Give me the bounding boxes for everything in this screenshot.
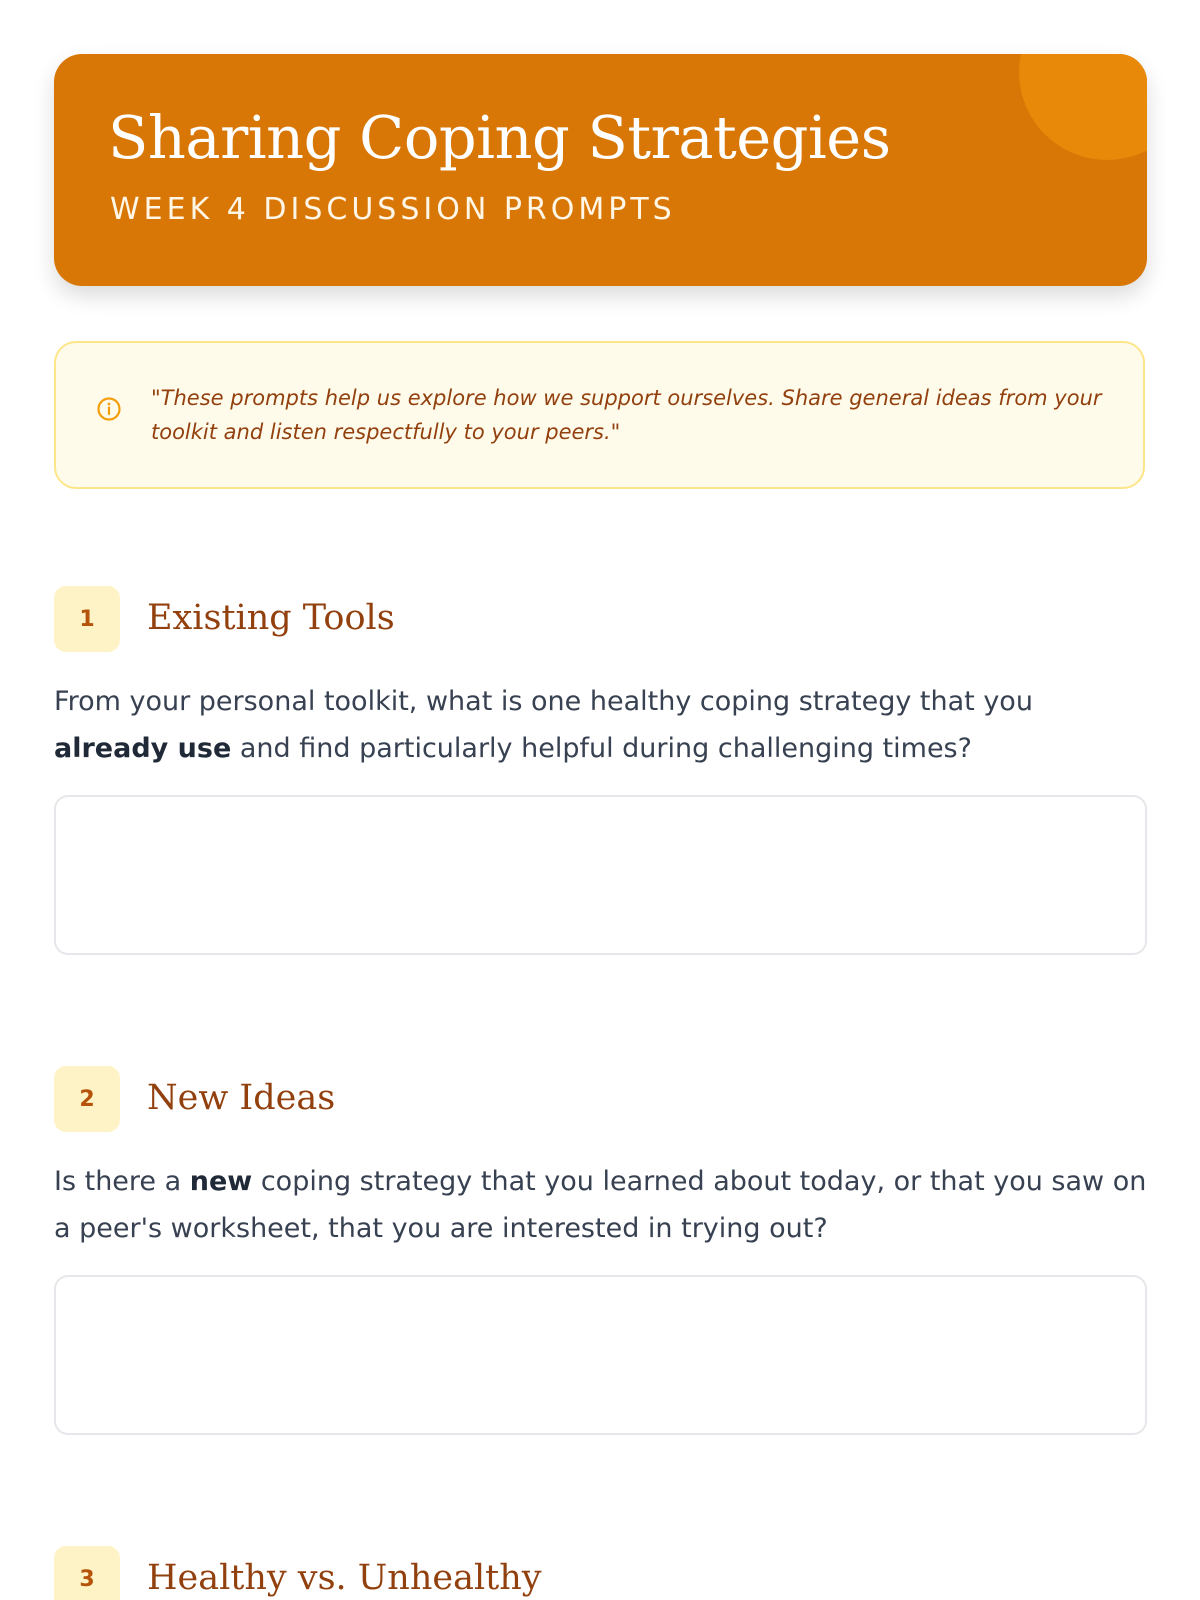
section-number-badge: 3 — [54, 1546, 120, 1600]
prompt-emphasis: new — [189, 1166, 253, 1197]
section-title: Healthy vs. Unhealthy — [147, 1558, 542, 1598]
prompt-emphasis: already use — [54, 733, 232, 764]
section-number-badge: 1 — [54, 586, 120, 652]
page-title: Sharing Coping Strategies — [108, 103, 891, 172]
section-number-badge: 2 — [54, 1066, 120, 1132]
answer-textarea[interactable] — [54, 1275, 1147, 1435]
page-subtitle: WEEK 4 DISCUSSION PROMPTS — [110, 192, 676, 227]
instructions-notice — [54, 341, 1145, 489]
answer-textarea[interactable] — [54, 795, 1147, 955]
page-header — [54, 54, 1147, 286]
section-title: Existing Tools — [147, 598, 395, 638]
header-decoration-circle — [1019, 54, 1147, 160]
section-prompt — [54, 678, 1147, 772]
section-title: New Ideas — [147, 1078, 336, 1118]
prompt-text-start: From your personal toolkit, what is one healthy coping strategy that you — [54, 686, 1033, 717]
prompt-text-end: coping strategy that you learned about today, or that you saw on a peer's worksheet, that you are interested in trying out? — [54, 1166, 1147, 1244]
prompt-text-end: and find particularly helpful during challenging times? — [231, 733, 972, 764]
info-circle-icon — [96, 396, 122, 422]
worksheet-page — [54, 54, 1147, 1598]
section-prompt — [54, 1158, 1147, 1252]
prompt-text-start: Is there a — [54, 1166, 190, 1197]
notice-text: "These prompts help us explore how we support ourselves. Share general ideas from your toolkit and listen respectfully to your peers." — [151, 386, 1102, 444]
